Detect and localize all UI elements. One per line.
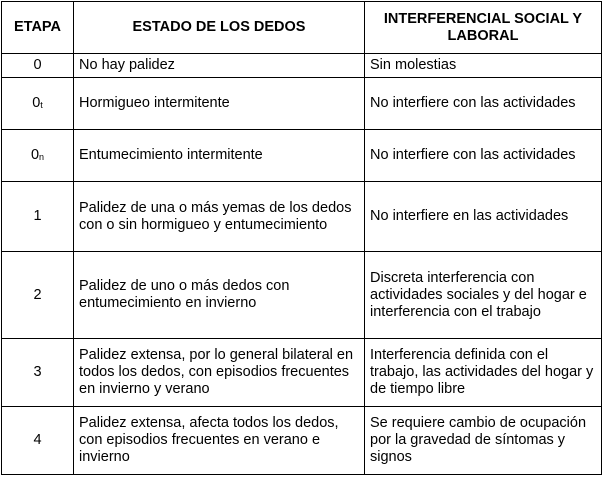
stage-value: 0 xyxy=(30,147,40,163)
social-interference-cell: Sin molestias xyxy=(365,54,602,78)
header-row xyxy=(2,2,602,54)
finger-state-cell: Palidez de uno o más dedos con entumecimiento en invierno xyxy=(74,252,365,339)
finger-state-cell: Palidez extensa, por lo general bilateral en todos los dedos, con episodios frecuentes en invierno y verano xyxy=(74,339,365,407)
header-stage: ETAPA xyxy=(2,2,74,54)
stage-cell xyxy=(2,78,74,130)
table-row xyxy=(2,252,602,339)
stage-cell xyxy=(2,130,74,182)
finger-state-cell: Hormigueo intermitente xyxy=(74,78,365,130)
stage-value: 0 xyxy=(33,57,42,73)
header-social-interference: INTERFERENCIAL SOCIAL Y LABORAL xyxy=(365,2,602,54)
stage-value: 1 xyxy=(33,208,42,224)
finger-state-cell: Palidez extensa, afecta todos los dedos, con episodios frecuentes en verano e invierno xyxy=(74,407,365,475)
table-row xyxy=(2,407,602,475)
social-interference-cell: Interferencia definida con el trabajo, las actividades del hogar y de tiempo libre xyxy=(365,339,602,407)
social-interference-cell: No interfiere con las actividades xyxy=(365,130,602,182)
stage-value: 2 xyxy=(33,286,42,303)
table-row xyxy=(2,130,602,182)
table-row xyxy=(2,182,602,252)
stage-value: 4 xyxy=(33,432,42,448)
table-row xyxy=(2,78,602,130)
finger-state-cell: No hay palidez xyxy=(74,54,365,78)
finger-state-cell: Palidez de una o más yemas de los dedos con o sin hormigueo y entumecimiento xyxy=(74,182,365,252)
stage-cell xyxy=(2,407,74,475)
finger-state-cell: Entumecimiento intermitente xyxy=(74,130,365,182)
stage-cell xyxy=(2,339,74,407)
stages-table xyxy=(1,1,602,475)
table-body xyxy=(2,54,602,475)
social-interference-cell: Discreta interferencia con actividades sociales y del hogar e interferencia con el trabajo xyxy=(365,252,602,339)
stage-value: 3 xyxy=(33,364,42,380)
table-row xyxy=(2,54,602,78)
table-header xyxy=(2,2,602,54)
stage-cell xyxy=(2,54,74,78)
stage-subscript: n xyxy=(39,152,45,162)
table-row xyxy=(2,339,602,407)
stage-value: 0 xyxy=(32,95,41,111)
stage-cell xyxy=(2,252,74,339)
header-finger-state: ESTADO DE LOS DEDOS xyxy=(74,2,365,54)
social-interference-cell: No interfiere con las actividades xyxy=(365,78,602,130)
social-interference-cell: No interfiere en las actividades xyxy=(365,182,602,252)
stage-cell xyxy=(2,182,74,252)
stage-subscript: t xyxy=(40,100,43,110)
social-interference-cell: Se requiere cambio de ocupación por la gravedad de síntomas y signos xyxy=(365,407,602,475)
